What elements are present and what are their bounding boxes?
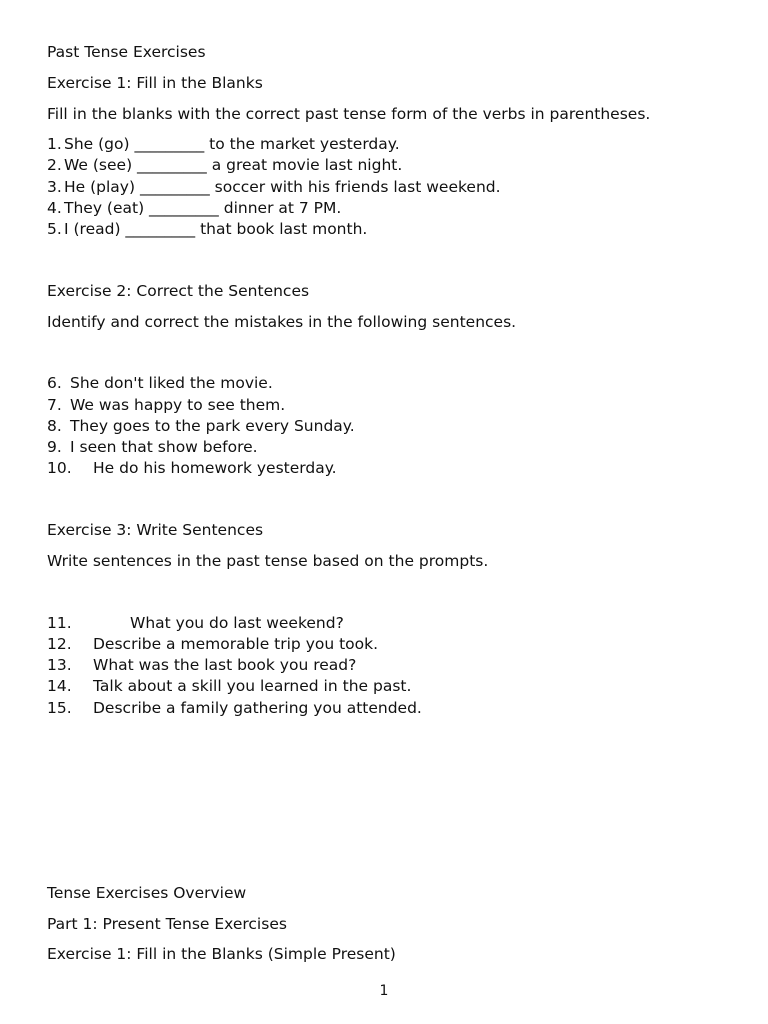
list-item (47, 395, 285, 415)
item-number: 12. (47, 635, 72, 653)
item-text: We was happy to see them. (70, 396, 286, 414)
item-text: Talk about a skill you learned in the past. (93, 677, 412, 695)
item-number: 1. (47, 135, 62, 153)
item-number: 2. (47, 156, 62, 174)
exercise2-heading: Exercise 2: Correct the Sentences (47, 282, 310, 300)
list-item (47, 458, 337, 478)
item-number: 3. (47, 178, 62, 196)
list-item (47, 613, 344, 633)
list-item (47, 134, 400, 154)
item-number: 10. (47, 459, 72, 477)
item-number: 8. (47, 417, 62, 435)
list-item (47, 634, 378, 654)
item-text: I seen that show before. (70, 438, 258, 456)
list-item (47, 373, 273, 393)
item-number: 7. (47, 396, 62, 414)
list-item (47, 698, 422, 718)
item-text: Describe a memorable trip you took. (93, 635, 379, 653)
item-text: She don't liked the movie. (70, 374, 273, 392)
overview-exercise1-heading: Exercise 1: Fill in the Blanks (Simple Present) (47, 945, 396, 963)
list-item (47, 219, 367, 239)
item-number: 13. (47, 656, 72, 674)
item-number: 11. (47, 614, 72, 632)
list-item (47, 655, 356, 675)
list-item (47, 198, 341, 218)
item-text: He do his homework yesterday. (93, 459, 337, 477)
list-item (47, 676, 411, 696)
item-number: 6. (47, 374, 62, 392)
item-text: He (play) _________ soccer with his friends last weekend. (64, 178, 501, 196)
item-text: What was the last book you read? (93, 656, 357, 674)
list-item (47, 437, 258, 457)
list-item (47, 416, 355, 436)
part1-heading: Part 1: Present Tense Exercises (47, 915, 287, 933)
item-text: We (see) _________ a great movie last night. (64, 156, 403, 174)
item-text: What you do last weekend? (130, 614, 344, 632)
overview-title: Tense Exercises Overview (47, 884, 247, 902)
item-number: 15. (47, 699, 72, 717)
item-text: I (read) _________ that book last month. (64, 220, 368, 238)
item-text: Describe a family gathering you attended. (93, 699, 422, 717)
exercise3-instruction: Write sentences in the past tense based on the prompts. (47, 552, 489, 570)
page-number: 1 (379, 983, 389, 999)
item-text: They (eat) _________ dinner at 7 PM. (64, 199, 342, 217)
item-text: They goes to the park every Sunday. (70, 417, 355, 435)
document-title: Past Tense Exercises (47, 43, 206, 61)
list-item (47, 177, 501, 197)
exercise1-heading: Exercise 1: Fill in the Blanks (47, 74, 263, 92)
exercise2-instruction: Identify and correct the mistakes in the following sentences. (47, 313, 517, 331)
list-item (47, 155, 402, 175)
item-number: 4. (47, 199, 62, 217)
exercise1-instruction: Fill in the blanks with the correct past tense form of the verbs in parentheses. (47, 105, 651, 123)
item-number: 14. (47, 677, 72, 695)
item-number: 9. (47, 438, 62, 456)
item-text: She (go) _________ to the market yesterday. (64, 135, 400, 153)
exercise3-heading: Exercise 3: Write Sentences (47, 521, 264, 539)
item-number: 5. (47, 220, 62, 238)
